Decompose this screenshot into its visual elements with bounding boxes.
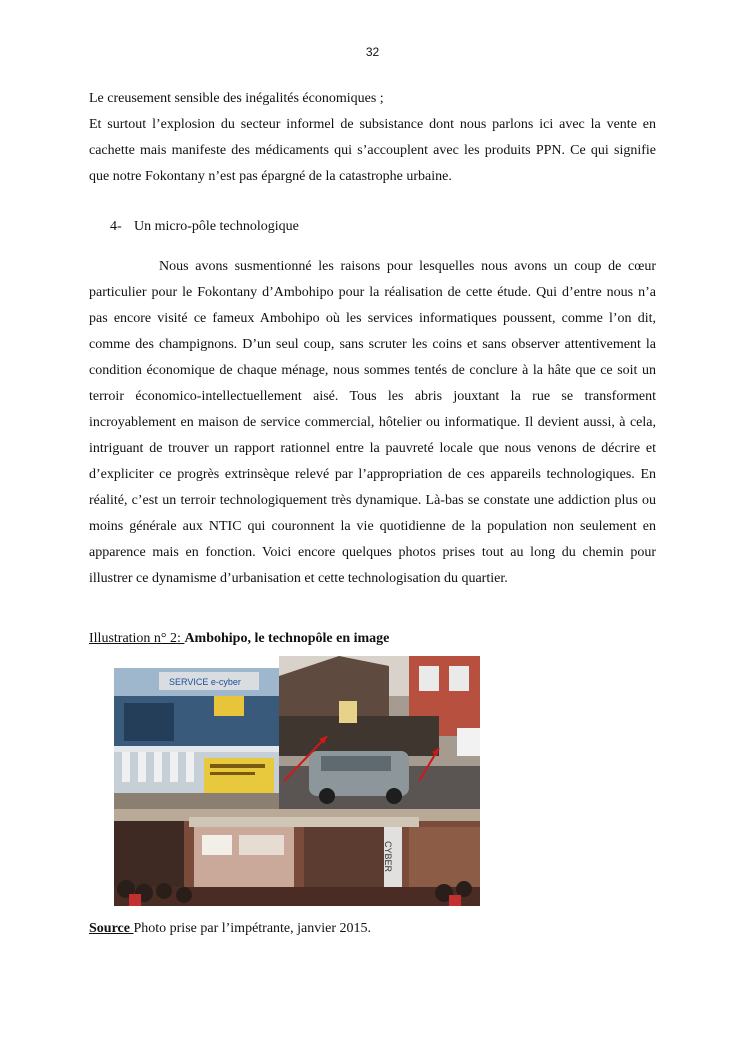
section-heading <box>110 214 299 240</box>
illustration-title: Ambohipo, le technopôle en image <box>184 631 390 646</box>
section-heading-number: 4- <box>110 219 122 234</box>
photo1-sign-text: SERVICE e-cyber <box>169 677 241 687</box>
section-heading-text: Un micro-pôle technologique <box>134 219 299 234</box>
photo-storefront-cyber <box>114 668 279 809</box>
page-number: 32 <box>365 45 380 59</box>
paragraph-intro-line2: Et surtout l’explosion du secteur informel de subsistance dont nous parlons ici avec la vente en cachette mais manifeste des médicaments qui s’accouplent avec les produits PPN. Ce qui signifie que notre Fokontany n’est pas épargné de la catastrophe urbaine. <box>89 117 656 184</box>
illustration-caption <box>89 626 389 652</box>
photo-street-car <box>279 656 480 809</box>
source-text: Photo prise par l’impétrante, janvier 2015. <box>133 921 372 936</box>
source-label: Source <box>89 921 134 936</box>
paragraph-intro <box>89 86 656 190</box>
photo-cyber-shop <box>114 809 480 906</box>
paragraph-intro-line1: Le creusement sensible des inégalités économiques ; <box>89 91 384 106</box>
photo-source <box>89 916 371 942</box>
photo3-sign-text: CYBER <box>383 841 393 873</box>
paragraph-body-text: Nous avons susmentionné les raisons pour lesquelles nous avons un coup de cœur particulier pour le Fokontany d’Ambohipo pour la réalisation de cette étude. Qui d’entre nous n’a pas encore visité ce fameux Ambohipo où les services informatiques poussent, comme l’on dit, comme des champignons. D’un seul coup, sans scruter les coins et sans observer attentivement la condition économique de chaque ménage, nous sommes tentés de conclure à la hâte que ce soit un terroir économico-intellectuellement aisé. Tous les abris jouxtant la rue se transforment incroyablement en maison de service commercial, hôtelier ou informatique. Il devient aussi, à cela, intriguant de trouver un rapport rationnel entre la pauvreté locale que nous venons de décrire et d’expliciter ce progrès extrinsèque relevé par l’appropriation de ces appareils technologiques. En réalité, c’est un terroir technologiquement très dynamique. Là-bas se constate une addiction plus ou moins générale aux NTIC qui couronnent la vie quotidienne de la population non seulement en apparence mais en fonction. Voici encore quelques photos prises tout au long du chemin pour illustrer ce dynamisme d’urbanisation et cette technologisation du quartier. <box>89 259 656 586</box>
paragraph-body <box>89 254 656 592</box>
illustration-label: Illustration n° 2: <box>89 631 185 646</box>
